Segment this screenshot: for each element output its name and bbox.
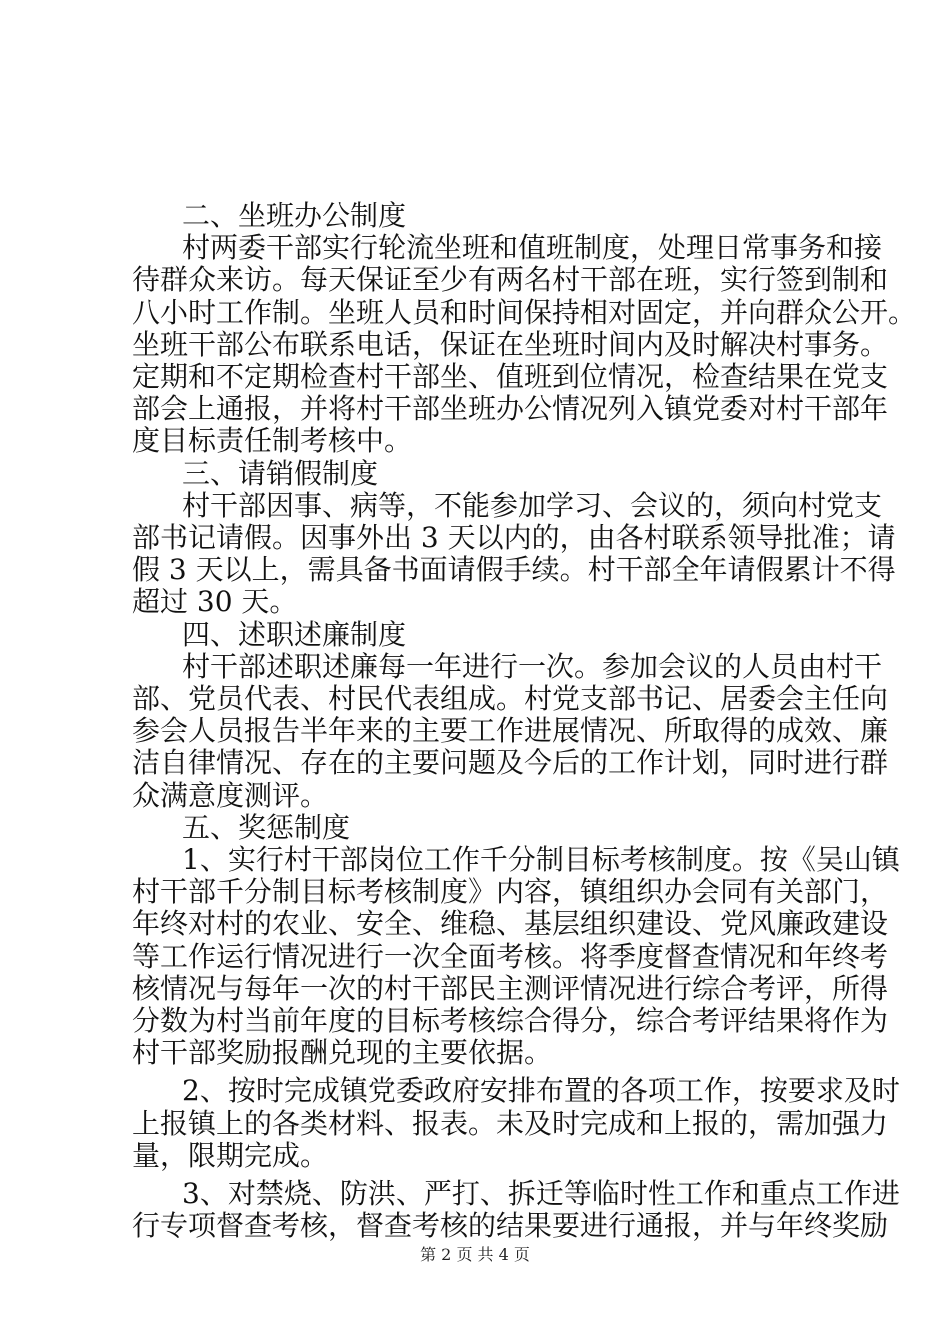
paragraph-line: 上报镇上的各类材料、报表。未及时完成和上报的，需加强力 [132, 1106, 889, 1140]
paragraph-line: 3、对禁烧、防洪、严打、拆迁等临时性工作和重点工作进 [182, 1177, 900, 1211]
paragraph-line: 1、实行村干部岗位工作千分制目标考核制度。按《吴山镇 [182, 843, 900, 877]
paragraph-line: 超过 30 天。 [132, 585, 298, 619]
paragraph-line: 待群众来访。每天保证至少有两名村干部在班，实行签到制和 [132, 263, 889, 297]
paragraph-line: 部、党员代表、村民代表组成。村党支部书记、居委会主任向 [132, 682, 889, 716]
paragraph-line: 村干部述职述廉每一年进行一次。参加会议的人员由村干 [182, 649, 883, 683]
section-heading-3: 三、请销假制度 [182, 456, 379, 490]
paragraph-line: 村干部千分制目标考核制度》内容，镇组织办会同有关部门， [132, 875, 889, 909]
paragraph-line: 八小时工作制。坐班人员和时间保持相对固定，并向群众公开。 [132, 295, 917, 329]
paragraph-line: 部会上通报，并将村干部坐班办公情况列入镇党委对村干部年 [132, 392, 889, 426]
section-heading-5: 五、奖惩制度 [182, 810, 351, 844]
paragraph-line: 参会人员报告半年来的主要工作进展情况、所取得的成效、廉 [132, 714, 889, 748]
paragraph-line: 年终对村的农业、安全、维稳、基层组织建设、党风廉政建设 [132, 907, 889, 941]
paragraph-line: 部书记请假。因事外出 3 天以内的，由各村联系领导批准；请 [132, 521, 896, 555]
document-body [132, 199, 917, 1243]
paragraph-line: 众满意度测评。 [132, 778, 329, 812]
paragraph-line: 2、按时完成镇党委政府安排布置的各项工作，按要求及时 [182, 1074, 900, 1108]
paragraph-line: 村干部因事、病等，不能参加学习、会议的，须向村党支 [182, 488, 883, 522]
page-number-footer: 第 2 页 共 4 页 [420, 1245, 530, 1264]
paragraph-line: 量，限期完成。 [132, 1138, 329, 1172]
paragraph-line: 洁自律情况、存在的主要问题及今后的工作计划，同时进行群 [132, 746, 889, 780]
paragraph-line: 坐班干部公布联系电话，保证在坐班时间内及时解决村事务。 [132, 327, 889, 361]
paragraph-line: 行专项督查考核，督查考核的结果要进行通报，并与年终奖励 [132, 1209, 889, 1243]
paragraph-line: 分数为村当前年度的目标考核综合得分，综合考评结果将作为 [132, 1004, 889, 1038]
paragraph-line: 村干部奖励报酬兑现的主要依据。 [132, 1036, 553, 1070]
paragraph-line: 村两委干部实行轮流坐班和值班制度，处理日常事务和接 [182, 231, 883, 265]
section-heading-2: 二、坐班办公制度 [182, 199, 407, 232]
paragraph-line: 假 3 天以上，需具备书面请假手续。村干部全年请假累计不得 [132, 553, 896, 587]
paragraph-line: 核情况与每年一次的村干部民主测评情况进行综合考评，所得 [132, 971, 889, 1005]
section-heading-4: 四、述职述廉制度 [182, 617, 407, 651]
paragraph-line: 度目标责任制考核中。 [132, 424, 413, 458]
paragraph-line: 等工作运行情况进行一次全面考核。将季度督查情况和年终考 [132, 939, 889, 973]
paragraph-line: 定期和不定期检查村干部坐、值班到位情况，检查结果在党支 [132, 360, 889, 394]
